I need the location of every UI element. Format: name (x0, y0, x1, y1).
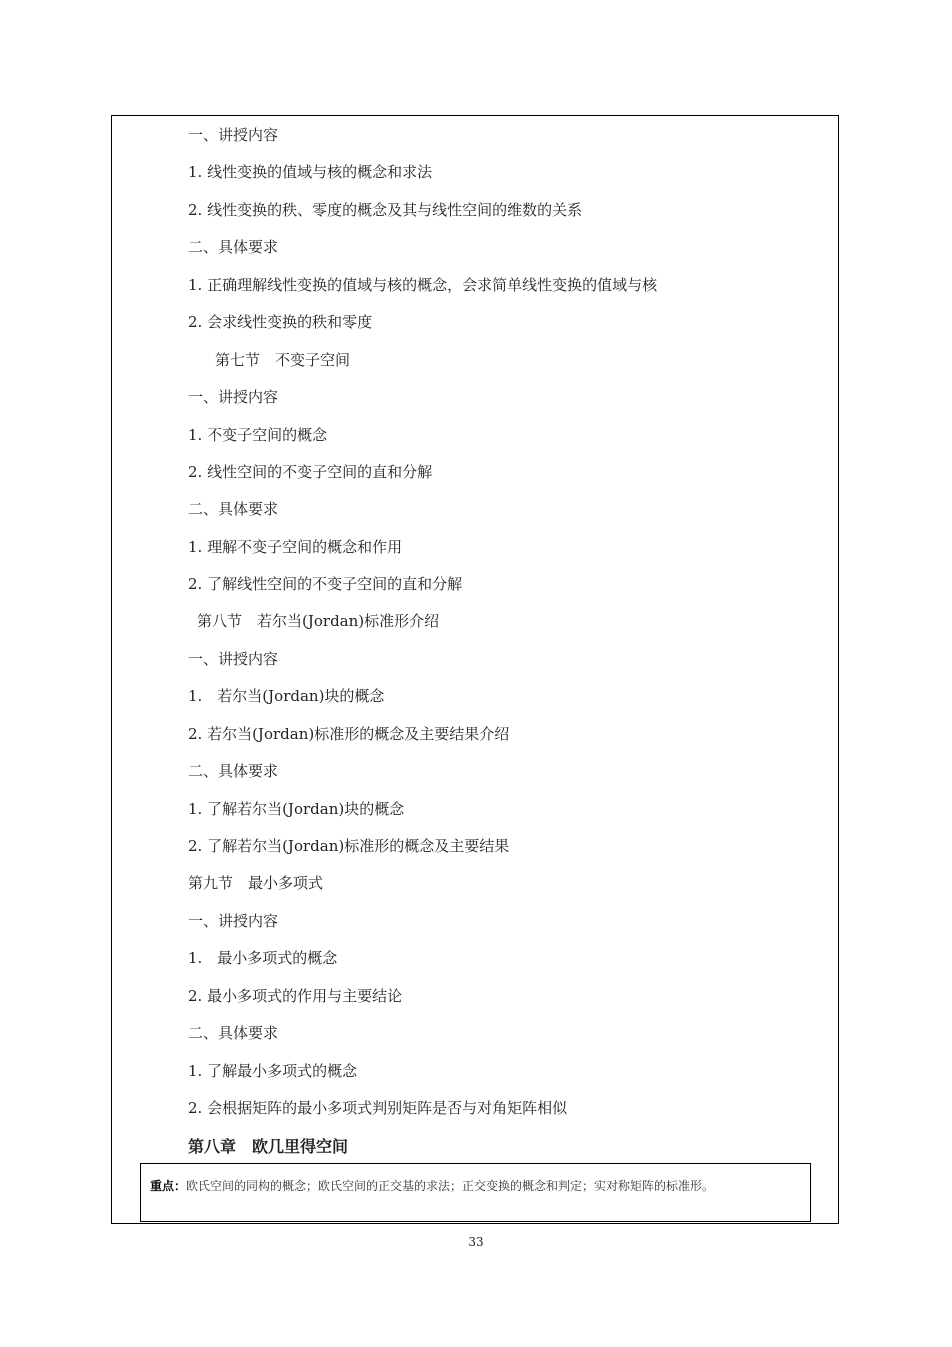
list-item: 2. 线性空间的不变子空间的直和分解 (188, 463, 433, 481)
chapter-heading: 第八章 欧几里得空间 (188, 1137, 349, 1156)
heading-lecture-content: 一、讲授内容 (188, 388, 279, 406)
section-title: 第九节 最小多项式 (188, 874, 324, 892)
list-item: 2. 会求线性变换的秩和零度 (188, 313, 373, 331)
heading-lecture-content: 一、讲授内容 (188, 126, 279, 144)
key-points-text: 欧氏空间的同构的概念；欧氏空间的正交基的求法；正交变换的概念和判定；实对称矩阵的标准形。 (186, 1179, 715, 1193)
list-item: 1. 不变子空间的概念 (188, 426, 328, 444)
list-item: 2. 了解线性空间的不变子空间的直和分解 (188, 575, 463, 593)
heading-requirements: 二、具体要求 (188, 500, 279, 518)
heading-lecture-content: 一、讲授内容 (188, 912, 279, 930)
list-item: 1. 线性变换的值域与核的概念和求法 (188, 163, 433, 181)
list-item: 2. 会根据矩阵的最小多项式判别矩阵是否与对角矩阵相似 (188, 1099, 568, 1117)
section-title: 第八节 若尔当(Jordan)标准形介绍 (197, 612, 440, 630)
heading-requirements: 二、具体要求 (188, 762, 279, 780)
list-item: 1. 正确理解线性变换的值域与核的概念，会求简单线性变换的值域与核 (188, 276, 658, 294)
list-item: 1. 若尔当(Jordan)块的概念 (188, 687, 385, 705)
list-item: 2. 最小多项式的作用与主要结论 (188, 987, 403, 1005)
list-item: 1. 最小多项式的概念 (188, 949, 338, 967)
heading-requirements: 二、具体要求 (188, 238, 279, 256)
list-item: 2. 了解若尔当(Jordan)标准形的概念及主要结果 (188, 837, 510, 855)
heading-requirements: 二、具体要求 (188, 1024, 279, 1042)
key-points-label: 重点： (150, 1179, 187, 1193)
list-item: 2. 若尔当(Jordan)标准形的概念及主要结果介绍 (188, 725, 510, 743)
list-item: 1. 了解最小多项式的概念 (188, 1062, 358, 1080)
list-item: 2. 线性变换的秩、零度的概念及其与线性空间的维数的关系 (188, 201, 583, 219)
page-number: 33 (468, 1235, 484, 1249)
section-title: 第七节 不变子空间 (215, 351, 351, 369)
key-points-box (140, 1163, 811, 1222)
heading-lecture-content: 一、讲授内容 (188, 650, 279, 668)
list-item: 1. 了解若尔当(Jordan)块的概念 (188, 800, 405, 818)
list-item: 1. 理解不变子空间的概念和作用 (188, 538, 403, 556)
